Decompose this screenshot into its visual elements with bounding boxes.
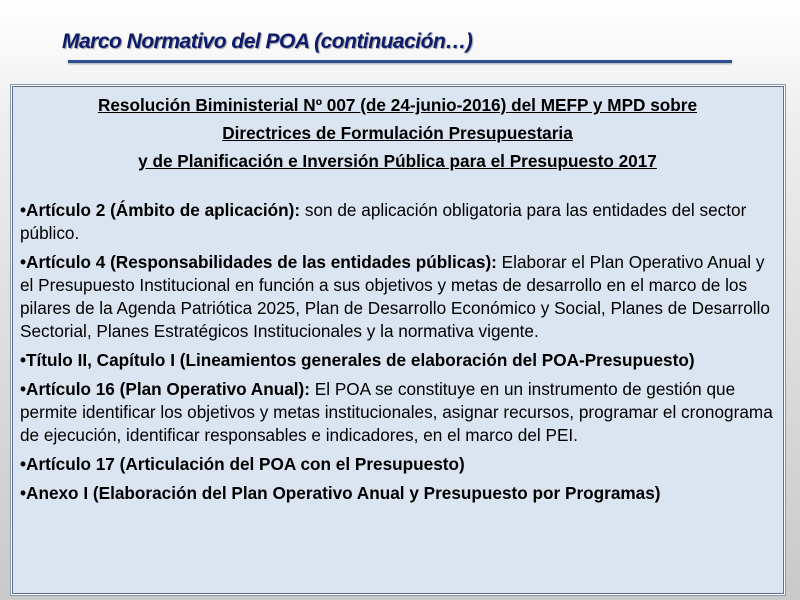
resolution-heading (20, 91, 775, 175)
bullet-icon: • (20, 252, 27, 272)
bullet-label: Anexo I (Elaboración del Plan Operativo Anual y Presupuesto por Programas) (26, 483, 661, 503)
spacer (20, 175, 775, 199)
bullet-text: Elaborar el Plan Operativo Anual y el Presupuesto Institucional en función a sus objetivos y metas de desarrollo en el marco de los pilares de la Agenda Patriótica 2025, Plan de Desarrollo Económico y Social, Planes de Desarrollo Sectorial, Planes Estratégicos Institucionales y la normativa vigente. (20, 252, 770, 341)
bullet-label: Artículo 16 (Plan Operativo Anual): (26, 379, 310, 399)
bullet-item-articulo-4 (20, 251, 775, 343)
bullet-item-anexo-1 (20, 482, 775, 505)
bullet-text: El POA se constituye en un instrumento de gestión que permite identificar los objetivos y metas institucionales, asignar recursos, programar el cronograma de ejecución, identificar responsables e indicadores, en el marco del PEI. (20, 379, 773, 445)
heading-line: Resolución Biministerial Nº 007 (de 24-junio-2016) del MEFP y MPD sobre (97, 95, 698, 115)
bullet-icon: • (20, 454, 27, 474)
bullet-icon: • (20, 379, 27, 399)
bullet-item-articulo-2 (20, 199, 775, 245)
bullet-icon: • (20, 200, 27, 220)
title-underline (68, 60, 732, 63)
slide-title: Marco Normativo del POA (continuación…) (62, 30, 473, 53)
bullet-item-articulo-16 (20, 378, 775, 447)
bullet-item-articulo-17 (20, 453, 775, 476)
heading-line: Directrices de Formulación Presupuestaria (222, 123, 573, 143)
content-box (12, 86, 784, 594)
bullet-text: son de aplicación obligatoria para las entidades del sector público. (20, 200, 747, 243)
bullet-label: Título II, Capítulo I (Lineamientos generales de elaboración del POA-Presupuesto) (26, 350, 695, 370)
bullet-item-titulo-2 (20, 349, 775, 372)
bullet-icon: • (20, 483, 27, 503)
bullet-icon: • (20, 350, 27, 370)
bullet-label: Artículo 4 (Responsabilidades de las entidades públicas): (26, 252, 497, 272)
bullet-label: Artículo 17 (Articulación del POA con el Presupuesto) (26, 454, 465, 474)
heading-line: y de Planificación e Inversión Pública para el Presupuesto 2017 (138, 151, 657, 171)
bullet-label: Artículo 2 (Ámbito de aplicación): (26, 200, 301, 220)
